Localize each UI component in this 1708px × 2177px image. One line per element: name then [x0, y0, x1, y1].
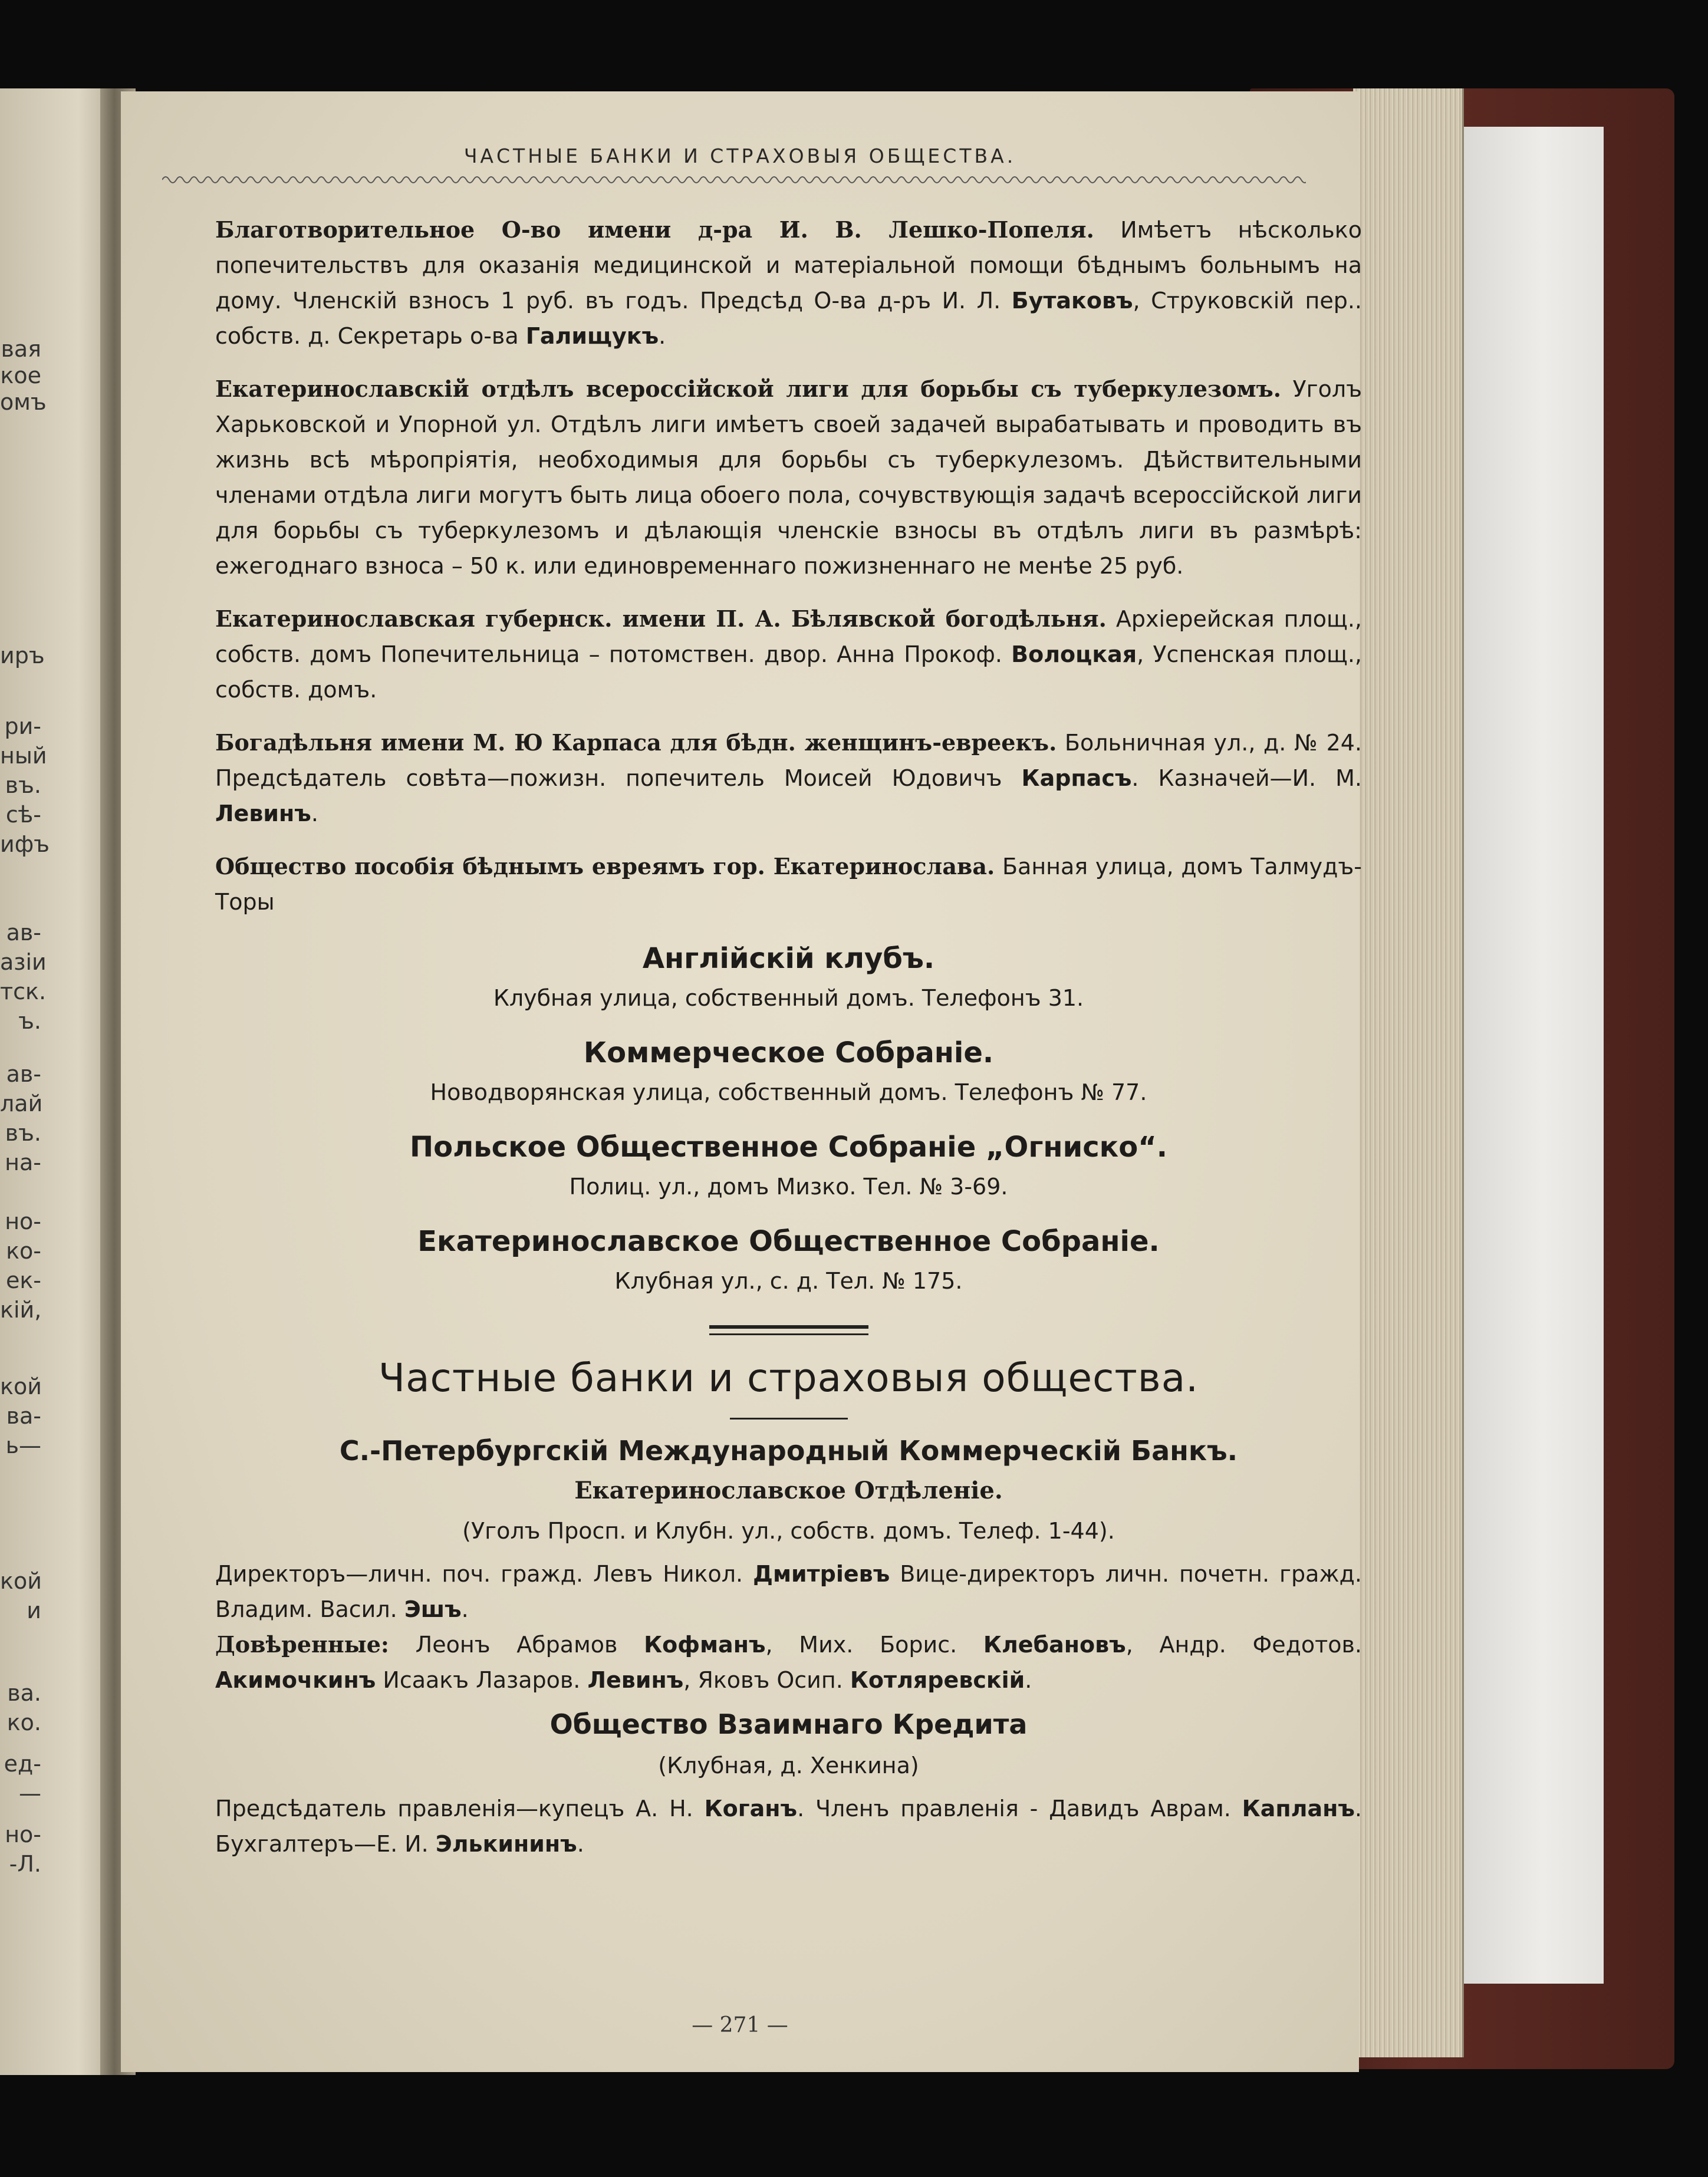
bank-proxies [215, 1627, 1362, 1698]
text-run: , Струковскій пер.. собств. д. Секретарь о-ва [215, 288, 1362, 349]
text-run: . Казначей—И. М. [1131, 765, 1362, 791]
flyleaf [1450, 127, 1604, 1984]
entry-title: Екатеринославская губернск. имени П. А. Бѣлявской богодѣльня. [215, 605, 1107, 632]
section-title: Частные банки и страховыя общества. [378, 1355, 1199, 1401]
bold-name: Галищукъ [525, 323, 659, 349]
text-run: Директоръ—личн. поч. гражд. Левъ Никол. [215, 1561, 753, 1587]
entry [215, 849, 1362, 920]
left-page-fragment: -Л. [9, 1851, 41, 1877]
section-title-rule [730, 1418, 848, 1420]
text-run: , Успенская площ., собств. домъ. [215, 641, 1362, 703]
club-entry [215, 1220, 1362, 1299]
left-page-fragment: ъ. [18, 1008, 41, 1034]
left-page-fragment: ный [0, 743, 47, 769]
left-page-fragment: кій, [0, 1297, 42, 1323]
left-page-fragment: — [19, 1780, 41, 1806]
entry-title: Богадѣльня имени М. Ю Карпаса для бѣдн. женщинъ-еврeекъ. [215, 729, 1057, 756]
text-run: . [1025, 1667, 1032, 1693]
left-page-fragment: ри- [4, 713, 41, 739]
text-run: . [311, 801, 318, 826]
entry-title: Екатеринославскій отдѣлъ всероссійской лиги для борьбы съ туберкулезомъ. [215, 376, 1281, 402]
bold-name: Левинъ [215, 801, 311, 826]
left-page-fragment: кой [0, 1374, 42, 1399]
left-page-fragment: ва. [7, 1680, 41, 1706]
bank-title: Общество Взаимнаго Кредита [549, 1708, 1028, 1740]
club-address: Новодворянская улица, собственный домъ. Телефонъ № 77. [430, 1079, 1147, 1105]
club-entry [215, 937, 1362, 1016]
bank-title: С.-Петербургскій Международный Коммерческій Банкъ. [339, 1435, 1238, 1467]
text-run: Предсѣдатель правленія—купецъ А. Н. [215, 1796, 705, 1822]
left-page-fragment: но- [5, 1822, 41, 1847]
wavy-header-rule [162, 171, 1306, 189]
club-title: Польское Общественное Собраніе „Огниско“. [409, 1131, 1167, 1164]
club-title: Екатеринославское Общественное Собраніе. [417, 1225, 1160, 1258]
bank-entry-credit [215, 1704, 1362, 1862]
left-page-fragment: ек- [5, 1267, 41, 1293]
club-address: Полиц. ул., домъ Мизко. Тел. № 3-69. [569, 1174, 1008, 1200]
page-content [215, 212, 1362, 1862]
bank-entry-spb [215, 1430, 1362, 1698]
entry-title: Общество пособія бѣднымъ евреямъ гор. Екатеринослава. [215, 853, 995, 880]
entry [215, 725, 1362, 831]
bank-subtitle: Екатеринославское Отдѣленіе. [574, 1477, 1003, 1504]
left-page-fragment: азіи [0, 949, 47, 975]
entry [215, 601, 1362, 707]
entry [215, 212, 1362, 354]
bold-name: Капланъ [1242, 1796, 1355, 1822]
running-header: ЧАСТНЫЕ БАНКИ И СТРАХОВЫЯ ОБЩЕСТВА. [463, 144, 1016, 167]
bank-address: (Клубная, д. Хенкина) [658, 1753, 919, 1779]
text-run: , Мих. Борис. [765, 1632, 983, 1658]
book-page [121, 91, 1363, 2072]
entry [215, 371, 1362, 584]
bold-name: Кофманъ [644, 1632, 766, 1658]
bold-name: Волоцкая [1011, 641, 1137, 667]
left-page-fragment: ед- [4, 1751, 41, 1777]
left-page [0, 88, 112, 2075]
text-run: . Бухгалтеръ—Е. И. [215, 1796, 1362, 1857]
left-page-fragment: ь— [5, 1432, 41, 1458]
bold-name: Эшъ [404, 1596, 462, 1622]
left-page-fragment: тск. [0, 979, 47, 1004]
text-run: Архіерейская площ., собств. домъ Попечительница – потомствен. двор. Анна Прокоф. [215, 606, 1362, 667]
club-entry [215, 1032, 1362, 1111]
bold-name: Карпасъ [1021, 765, 1132, 791]
section-divider-thin [709, 1333, 868, 1335]
clubs-list [215, 937, 1362, 1299]
bold-name: Левинъ [587, 1667, 684, 1693]
club-title: Коммерческое Собраніе. [583, 1036, 994, 1069]
bank-directors [215, 1556, 1362, 1627]
left-page-fragment: вая [1, 336, 41, 362]
text-run: . Членъ правленія - Давидъ Аврам. [797, 1796, 1242, 1822]
bank-address: (Уголъ Просп. и Клубн. ул., собств. домъ. Телеф. 1-44). [462, 1518, 1115, 1544]
club-entry [215, 1126, 1362, 1205]
section-divider-thick [709, 1325, 868, 1329]
club-address: Клубная ул., с. д. Тел. № 175. [614, 1268, 963, 1294]
bold-name: Котляревскій [850, 1667, 1025, 1693]
page-edges [1353, 88, 1464, 2057]
bold-name: Дмитріевъ [753, 1561, 890, 1587]
page-number: — 271 — [692, 2013, 788, 2037]
left-page-fragment: омъ [0, 389, 47, 415]
left-page-fragment: ва- [6, 1403, 41, 1429]
text-run: . [461, 1596, 469, 1622]
bold-name: Клебановъ [983, 1632, 1126, 1658]
left-page-fragment: и [27, 1598, 41, 1623]
bold-name: Бутаковъ [1011, 288, 1133, 314]
bold-name: Элькининъ [435, 1831, 577, 1857]
text-run: , Яковъ Осип. [683, 1667, 850, 1693]
entries-list [215, 212, 1362, 920]
left-page-fragment: ав- [6, 920, 41, 946]
text-run: Исаакъ Лазаров. [376, 1667, 588, 1693]
left-page-fragment: но- [5, 1208, 41, 1234]
text-run: Леонъ Абрамов [389, 1632, 644, 1658]
left-page-fragment: лай [0, 1091, 43, 1117]
left-page-fragment: ко- [6, 1238, 41, 1264]
left-page-fragment: въ. [5, 1120, 41, 1146]
left-page-fragment: ав- [6, 1061, 41, 1087]
left-page-fragment: ко. [6, 1710, 41, 1735]
text-run: . [659, 323, 666, 349]
text-run: Вице-директоръ личн. почетн. гражд. Владим. Васил. [215, 1561, 1362, 1622]
left-page-fragment: кое [0, 363, 41, 388]
left-page-fragment: сѣ- [5, 802, 41, 828]
club-address: Клубная улица, собственный домъ. Телефонъ 31. [493, 985, 1084, 1011]
bold-name: Довѣренные: [215, 1631, 389, 1658]
bold-name: Коганъ [704, 1796, 798, 1822]
text-run: Больничная ул., д. № 24. Предсѣдатель совѣта—пожизн. попечитель Моисей Юдовичъ [215, 730, 1362, 791]
text-run: . [577, 1831, 584, 1857]
entry-title: Благотворительное О-во имени д-ра И. В. Лешко-Попеля. [215, 216, 1094, 243]
left-page-fragment: иръ [0, 643, 45, 668]
bold-name: Акимочкинъ [215, 1667, 376, 1693]
left-page-fragment: на- [5, 1150, 41, 1175]
left-page-fragment: въ. [5, 772, 41, 798]
text-run: Имѣетъ нѣсколько попечительствъ для оказанія медицинской и матеріальной помощи бѣднымъ больнымъ на дому. Членскій взносъ 1 руб. въ годъ. Предсѣд О-ва д-ръ И. Л. [215, 217, 1363, 314]
club-title: Англійскій клубъ. [642, 942, 935, 975]
left-page-fragment: ифъ [0, 831, 50, 857]
bank-board [215, 1791, 1362, 1862]
text-run: Банная улица, домъ Талмудъ-Торы [215, 854, 1362, 915]
text-run: , Андр. Федотов. [1125, 1632, 1362, 1658]
left-page-fragment: кой [0, 1568, 42, 1594]
text-run: Уголъ Харьковской и Упорной ул. Отдѣлъ лиги имѣетъ своей задачей вырабатывать и проводить въ жизнь всѣ мѣропріятія, необходимыя для борьбы съ туберкулезомъ. Дѣйствительными членами отдѣла лиги могутъ быть лица обоего пола, сочувствующія задачѣ всероссійской лиги для борьбы съ туберкулезомъ и дѣлающія членскіе взносы въ отдѣлъ лиги въ размѣрѣ: ежегоднаго взноса – 50 к. или единовременнаго пожизненнаго не менѣе 25 руб. [215, 376, 1362, 579]
